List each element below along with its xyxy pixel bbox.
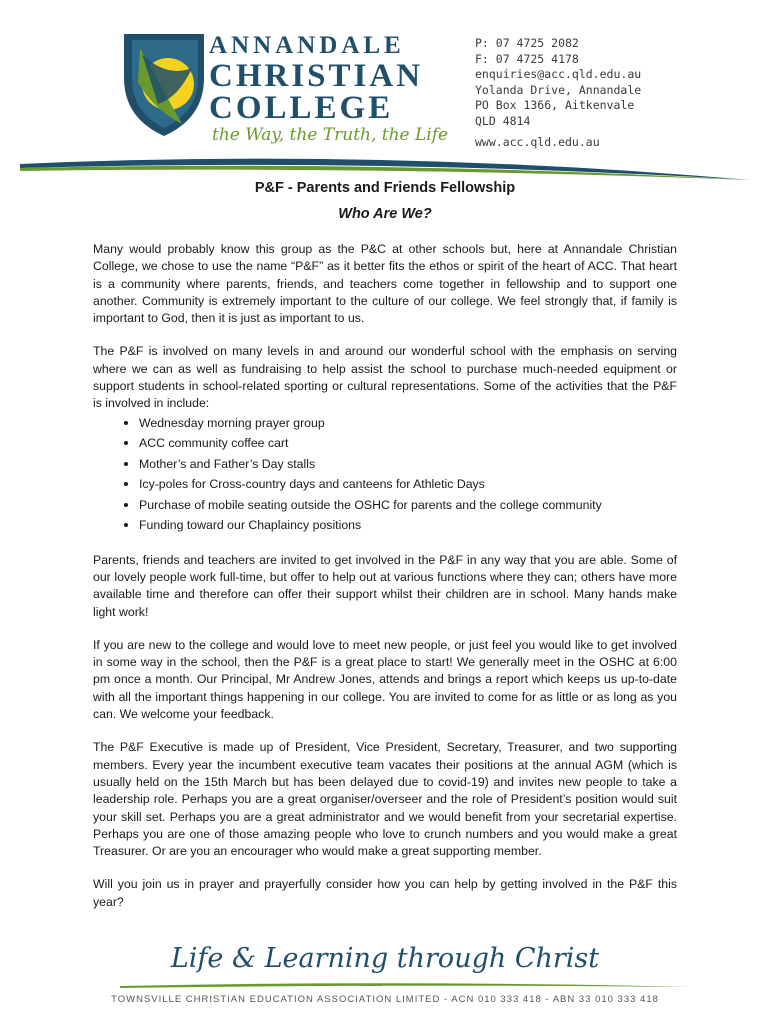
contact-email[interactable]: enquiries@acc.qld.edu.au — [475, 67, 642, 81]
logo-tagline: the Way, the Truth, the Life — [212, 125, 449, 145]
activities-list — [93, 413, 677, 536]
shield-emblem-icon — [122, 28, 206, 138]
logo-line-2: CHRISTIAN — [209, 58, 424, 94]
list-item: • Mother’s and Father’s Day stalls — [139, 454, 677, 475]
contact-fax: F: 07 4725 4178 — [475, 51, 579, 66]
paragraph-executive: The P&F Executive is made up of President, Vice President, Secretary, Treasurer, and two supporting members. Every year the incumbent executive team vacates their positions at the annual AGM (which is usually held on the 15th March but has been delayed due to covid-19) and invites new people to take a leadership role. Perhaps you are a great organiser/overseer and the role of President’s position would suit your skill set. Perhaps you are a great administrator and we would benefit from your secretarial expertise. Perhaps you are one of those amazing people who love to crunch numbers and you would make a great Treasurer. Or are you an encourager who would make a great supporting member. — [93, 740, 677, 859]
list-item: • Icy-poles for Cross-country days and canteens for Athletic Days — [139, 474, 677, 495]
college-logo — [122, 28, 449, 153]
list-item: • Wednesday morning prayer group — [139, 413, 677, 434]
contact-block — [475, 36, 641, 151]
document-body — [93, 241, 677, 927]
contact-website[interactable]: www.acc.qld.edu.au — [475, 135, 600, 149]
paragraph-involvement: The P&F is involved on many levels in and around our wonderful school with the emphasis on serving where we can as well as fundraising to help assist the school to purchase much-needed equipment or support students in school-related sporting or cultural representations. Some of the activities that the P&F is involved in include: — [93, 344, 677, 411]
footer-legal: TOWNSVILLE CHRISTIAN EDUCATION ASSOCIATION LIMITED - ACN 010 333 418 - ABN 33 010 333 418 — [111, 994, 659, 1005]
footer-motto: Life & Learning through Christ — [170, 943, 600, 974]
paragraph-closing: Will you join us in prayer and prayerfully consider how you can help by getting involved in the P&F this year? — [93, 877, 677, 909]
paragraph-intro: Many would probably know this group as the P&C at other schools but, here at Annandale Christian College, we chose to use the name “P&F” as it better fits the ethos or spirit of the heart of ACC. That heart is a community where parents, friends, and teachers come together in fellowship and to support one another. Community is extremely important to the culture of our college. We feel strongly that, if family is important to God, then it is just as important to us. — [93, 242, 677, 326]
logo-wordmark — [209, 32, 423, 124]
contact-address-3: QLD 4814 — [475, 113, 531, 128]
footer-divider — [0, 978, 770, 992]
paragraph-new-members: If you are new to the college and would love to meet new people, or just feel you would like to get involved in some way in the school, then the P&F is a great place to start! We generally meet in the OSHC at 6:00 pm once a month. Our Principal, Mr Andrew Jones, attends and brings a report which keeps us up-to-date with all the important things happening in our college. You are invited to come for as little or as long as you can. We welcome your feedback. — [93, 637, 677, 722]
contact-phone: P: 07 4725 2082 — [475, 36, 579, 50]
document-subtitle: Who Are We? — [338, 206, 432, 222]
contact-address-1: Yolanda Drive, Annandale — [475, 82, 642, 97]
contact-address-2: PO Box 1366, Aitkenvale — [475, 98, 635, 112]
logo-line-1: ANNANDALE — [209, 32, 405, 59]
paragraph-invitation: Parents, friends and teachers are invited to get involved in the P&F in any way that you are able. Some of our lovely people work full-time, but offer to help out at various functions where they can; others have more available time and therefore can offer their support whilst their children are in school. Many hands make light work! — [93, 552, 677, 619]
logo-line-3: COLLEGE — [209, 90, 394, 126]
list-item: • Purchase of mobile seating outside the OSHC for parents and the college community — [139, 495, 677, 516]
document-title: P&F - Parents and Friends Fellowship — [254, 180, 516, 196]
list-item: • ACC community coffee cart — [139, 433, 677, 454]
list-item: • Funding toward our Chaplaincy positions — [139, 515, 677, 536]
